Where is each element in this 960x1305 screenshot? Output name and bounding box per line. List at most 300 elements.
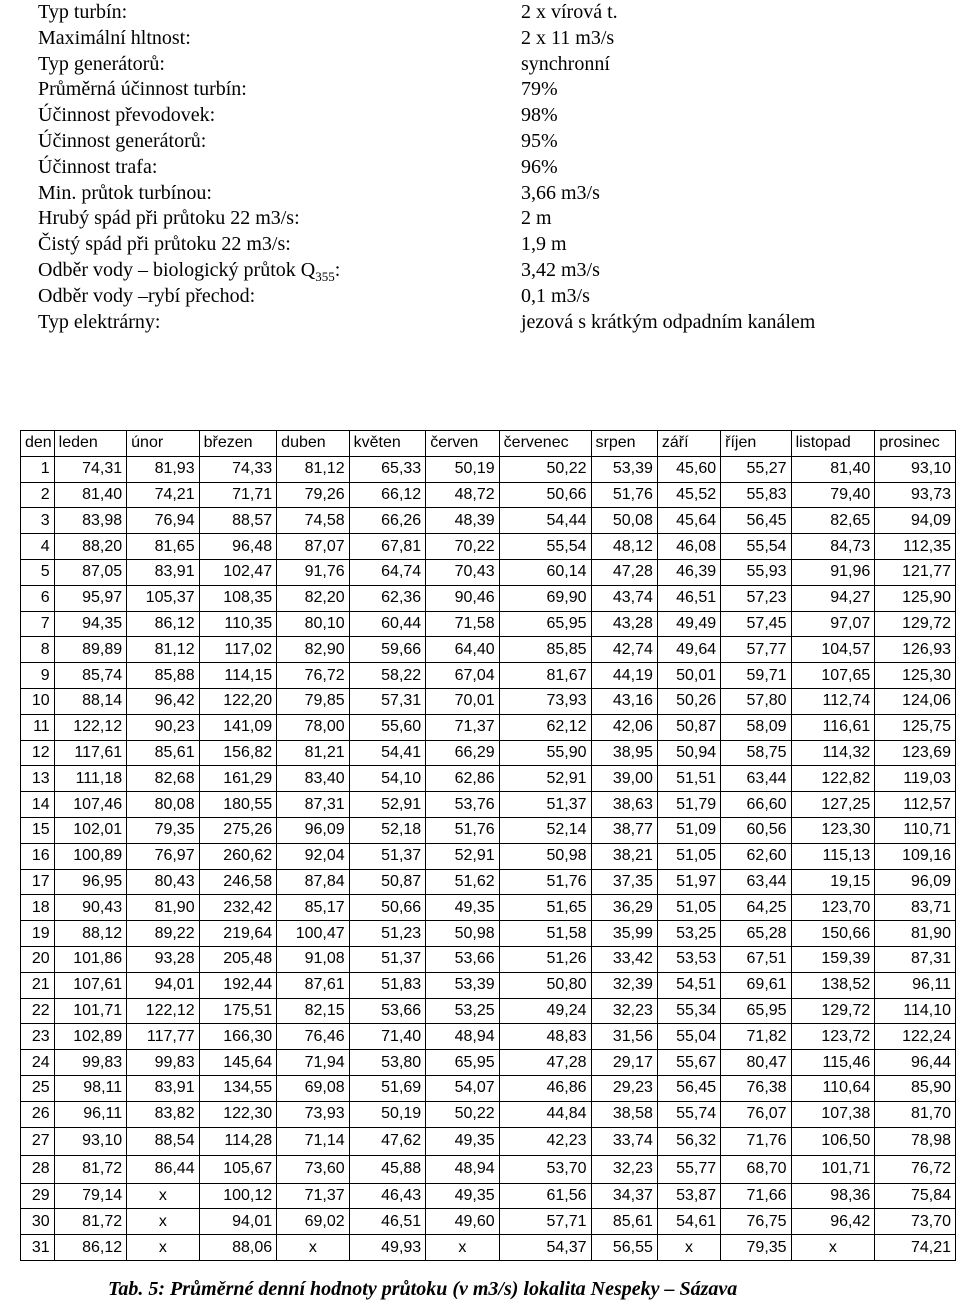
flow-cell: 87,84: [277, 869, 349, 895]
parameter-row: [38, 0, 938, 26]
column-header: prosinec: [875, 431, 956, 457]
flow-cell: 82,20: [277, 585, 349, 611]
parameter-value: 3,42 m3/s: [521, 258, 600, 281]
day-cell: 15: [21, 817, 55, 843]
flow-cell: 39,00: [591, 766, 657, 792]
day-cell: 20: [21, 946, 55, 972]
flow-cell: 86,12: [127, 611, 199, 637]
flow-cell: 59,66: [349, 637, 426, 663]
flow-cell: 79,40: [791, 482, 875, 508]
flow-cell: 86,44: [127, 1155, 199, 1183]
flow-cell: x: [426, 1235, 499, 1261]
flow-cell: 53,66: [426, 946, 499, 972]
table-row: [21, 508, 956, 534]
flow-cell: 76,46: [277, 1024, 349, 1050]
flow-cell: 81,70: [875, 1101, 956, 1127]
flow-cell: 93,10: [875, 456, 956, 482]
column-header: leden: [54, 431, 126, 457]
flow-cell: 99,83: [54, 1050, 126, 1076]
flow-cell: 62,60: [721, 843, 791, 869]
flow-cell: 56,55: [591, 1235, 657, 1261]
flow-cell: 49,35: [426, 895, 499, 921]
flow-cell: 94,09: [875, 508, 956, 534]
flow-cell: 104,57: [791, 637, 875, 663]
flow-cell: 122,82: [791, 766, 875, 792]
flow-cell: 51,26: [499, 946, 591, 972]
table-row: [21, 817, 956, 843]
flow-cell: x: [277, 1235, 349, 1261]
flow-cell: 75,84: [875, 1183, 956, 1209]
flow-cell: 51,69: [349, 1075, 426, 1101]
flow-cell: 83,98: [54, 508, 126, 534]
flow-cell: 90,46: [426, 585, 499, 611]
flow-cell: 65,33: [349, 456, 426, 482]
flow-cell: 57,71: [499, 1209, 591, 1235]
flow-cell: 123,30: [791, 817, 875, 843]
flow-cell: 117,02: [199, 637, 277, 663]
flow-cell: 88,12: [54, 921, 126, 947]
flow-cell: 73,70: [875, 1209, 956, 1235]
flow-cell: 51,37: [349, 946, 426, 972]
flow-cell: 55,67: [657, 1050, 720, 1076]
day-cell: 7: [21, 611, 55, 637]
flow-cell: 29,23: [591, 1075, 657, 1101]
flow-cell: 87,31: [277, 792, 349, 818]
table-row: [21, 482, 956, 508]
column-header: srpen: [591, 431, 657, 457]
flow-cell: 101,71: [54, 998, 126, 1024]
flow-cell: 82,65: [791, 508, 875, 534]
flow-cell: 80,47: [721, 1050, 791, 1076]
flow-cell: 52,18: [349, 817, 426, 843]
flow-cell: 125,90: [875, 585, 956, 611]
flow-cell: 55,93: [721, 559, 791, 585]
flow-cell: 88,20: [54, 534, 126, 560]
flow-cell: 56,45: [721, 508, 791, 534]
flow-cell: 107,61: [54, 972, 126, 998]
flow-cell: 108,35: [199, 585, 277, 611]
day-cell: 2: [21, 482, 55, 508]
flow-cell: x: [127, 1183, 199, 1209]
flow-cell: 81,12: [127, 637, 199, 663]
day-cell: 13: [21, 766, 55, 792]
flow-cell: 36,29: [591, 895, 657, 921]
day-cell: 12: [21, 740, 55, 766]
flow-cell: 96,09: [277, 817, 349, 843]
flow-cell: 51,51: [657, 766, 720, 792]
flow-cell: 246,58: [199, 869, 277, 895]
flow-cell: 116,61: [791, 714, 875, 740]
flow-cell: 101,71: [791, 1155, 875, 1183]
flow-cell: 50,22: [499, 456, 591, 482]
table-row: [21, 534, 956, 560]
flow-cell: 50,01: [657, 663, 720, 689]
flow-cell: 106,50: [791, 1127, 875, 1155]
flow-cell: 78,00: [277, 714, 349, 740]
flow-cell: 60,14: [499, 559, 591, 585]
flow-cell: 48,94: [426, 1155, 499, 1183]
flow-cell: 50,19: [426, 456, 499, 482]
flow-cell: 192,44: [199, 972, 277, 998]
day-cell: 22: [21, 998, 55, 1024]
flow-cell: 46,08: [657, 534, 720, 560]
parameter-row: [38, 129, 938, 155]
flow-cell: 69,61: [721, 972, 791, 998]
flow-cell: 46,51: [657, 585, 720, 611]
flow-cell: 58,22: [349, 663, 426, 689]
flow-cell: 69,90: [499, 585, 591, 611]
flow-cell: 54,10: [349, 766, 426, 792]
flow-cell: 37,35: [591, 869, 657, 895]
flow-cell: 83,91: [127, 559, 199, 585]
flow-cell: 71,40: [349, 1024, 426, 1050]
day-cell: 23: [21, 1024, 55, 1050]
flow-cell: 66,26: [349, 508, 426, 534]
parameter-row: [38, 310, 938, 336]
parameter-label: Typ turbín:: [38, 1, 128, 23]
flow-cell: 32,39: [591, 972, 657, 998]
flow-cell: 70,22: [426, 534, 499, 560]
flow-cell: 125,30: [875, 663, 956, 689]
column-header: září: [657, 431, 720, 457]
flow-cell: 67,04: [426, 663, 499, 689]
flow-cell: 96,11: [875, 972, 956, 998]
flow-cell: 38,95: [591, 740, 657, 766]
flow-cell: 49,35: [426, 1127, 499, 1155]
flow-cell: 74,31: [54, 456, 126, 482]
flow-cell: 85,17: [277, 895, 349, 921]
flow-cell: 38,77: [591, 817, 657, 843]
table-row: [21, 998, 956, 1024]
flow-cell: 68,70: [721, 1155, 791, 1183]
flow-cell: 129,72: [875, 611, 956, 637]
flow-cell: 53,25: [426, 998, 499, 1024]
flow-cell: 88,06: [199, 1235, 277, 1261]
flow-cell: 49,49: [657, 611, 720, 637]
flow-cell: 125,75: [875, 714, 956, 740]
column-header: červenec: [499, 431, 591, 457]
flow-cell: 54,44: [499, 508, 591, 534]
flow-cell: 114,15: [199, 663, 277, 689]
flow-cell: 91,96: [791, 559, 875, 585]
flow-cell: 79,85: [277, 688, 349, 714]
column-header: květen: [349, 431, 426, 457]
flow-cell: 47,62: [349, 1127, 426, 1155]
flow-cell: 49,93: [349, 1235, 426, 1261]
flow-cell: 42,06: [591, 714, 657, 740]
flow-cell: 53,70: [499, 1155, 591, 1183]
flow-cell: 81,90: [127, 895, 199, 921]
flow-cell: 107,65: [791, 663, 875, 689]
flow-cell: 45,88: [349, 1155, 426, 1183]
flow-cell: 150,66: [791, 921, 875, 947]
table-row: [21, 585, 956, 611]
flow-cell: 65,95: [426, 1050, 499, 1076]
parameter-row: [38, 181, 938, 207]
flow-cell: 134,55: [199, 1075, 277, 1101]
flow-cell: 74,33: [199, 456, 277, 482]
flow-cell: 83,40: [277, 766, 349, 792]
flow-cell: 38,58: [591, 1101, 657, 1127]
table-row: [21, 792, 956, 818]
flow-cell: 55,54: [721, 534, 791, 560]
flow-cell: 57,77: [721, 637, 791, 663]
table-body: [21, 456, 956, 1260]
table-row: [21, 1183, 956, 1209]
flow-cell: 38,63: [591, 792, 657, 818]
flow-cell: 81,67: [499, 663, 591, 689]
flow-cell: 119,03: [875, 766, 956, 792]
flow-cell: 32,23: [591, 1155, 657, 1183]
flow-cell: 55,83: [721, 482, 791, 508]
flow-cell: 90,23: [127, 714, 199, 740]
flow-cell: 63,44: [721, 869, 791, 895]
table-row: [21, 1235, 956, 1261]
flow-cell: 43,28: [591, 611, 657, 637]
flow-cell: 82,90: [277, 637, 349, 663]
flow-cell: 94,35: [54, 611, 126, 637]
flow-cell: 79,26: [277, 482, 349, 508]
flow-cell: 115,46: [791, 1050, 875, 1076]
flow-cell: 102,01: [54, 817, 126, 843]
day-cell: 29: [21, 1183, 55, 1209]
flow-cell: 91,76: [277, 559, 349, 585]
flow-cell: 110,71: [875, 817, 956, 843]
parameters-list: [38, 0, 938, 335]
parameter-label: Maximální hltnost:: [38, 26, 191, 49]
flow-cell: 76,75: [721, 1209, 791, 1235]
flow-cell: 54,41: [349, 740, 426, 766]
flow-cell: 88,14: [54, 688, 126, 714]
table-row: [21, 895, 956, 921]
flow-cell: 81,72: [54, 1209, 126, 1235]
column-header: den: [21, 431, 55, 457]
flow-cell: 51,09: [657, 817, 720, 843]
parameter-row: [38, 26, 938, 52]
flow-cell: 50,98: [426, 921, 499, 947]
flow-cell: 112,74: [791, 688, 875, 714]
parameter-value: 96%: [521, 155, 558, 178]
day-cell: 18: [21, 895, 55, 921]
flow-cell: 52,91: [499, 766, 591, 792]
column-header: říjen: [721, 431, 791, 457]
flow-cell: 96,11: [54, 1101, 126, 1127]
parameter-label: Účinnost trafa:: [38, 155, 158, 178]
flow-cell: 66,60: [721, 792, 791, 818]
flow-cell: 61,56: [499, 1183, 591, 1209]
flow-cell: 48,12: [591, 534, 657, 560]
flow-cell: 47,28: [591, 559, 657, 585]
flow-cell: 70,01: [426, 688, 499, 714]
flow-cell: 67,81: [349, 534, 426, 560]
flow-cell: 52,91: [349, 792, 426, 818]
parameter-label: Hrubý spád při průtoku 22 m3/s:: [38, 207, 300, 230]
flow-cell: 87,07: [277, 534, 349, 560]
flow-cell: 76,38: [721, 1075, 791, 1101]
flow-cell: 52,91: [426, 843, 499, 869]
flow-cell: 51,23: [349, 921, 426, 947]
flow-cell: 51,37: [349, 843, 426, 869]
flow-cell: 58,75: [721, 740, 791, 766]
flow-cell: 76,07: [721, 1101, 791, 1127]
flow-cell: 50,22: [426, 1101, 499, 1127]
flow-cell: 109,16: [875, 843, 956, 869]
flow-cell: 76,97: [127, 843, 199, 869]
flow-cell: 59,71: [721, 663, 791, 689]
day-cell: 28: [21, 1155, 55, 1183]
flow-cell: 46,51: [349, 1209, 426, 1235]
flow-cell: 81,40: [791, 456, 875, 482]
flow-cell: 33,42: [591, 946, 657, 972]
flow-cell: 159,39: [791, 946, 875, 972]
table-row: [21, 766, 956, 792]
flow-cell: 71,37: [426, 714, 499, 740]
parameter-value: 2 m: [521, 207, 552, 230]
parameter-label: Odběr vody – biologický průtok $Q_{355}$:: [38, 258, 341, 284]
flow-cell: 69,02: [277, 1209, 349, 1235]
flow-cell: 48,83: [499, 1024, 591, 1050]
flow-cell: 205,48: [199, 946, 277, 972]
parameter-value: 1,9 m: [521, 233, 567, 256]
flow-cell: 64,74: [349, 559, 426, 585]
flow-cell: 166,30: [199, 1024, 277, 1050]
flow-cell: 50,80: [499, 972, 591, 998]
flow-cell: 79,35: [127, 817, 199, 843]
flow-cell: 55,34: [657, 998, 720, 1024]
flow-cell: 50,26: [657, 688, 720, 714]
table-row: [21, 869, 956, 895]
table-row: [21, 637, 956, 663]
flow-cell: 43,74: [591, 585, 657, 611]
flow-cell: 96,42: [791, 1209, 875, 1235]
flow-cell: 49,35: [426, 1183, 499, 1209]
parameter-row: [38, 258, 938, 284]
flow-cell: 89,89: [54, 637, 126, 663]
parameter-row: [38, 103, 938, 129]
table-row: [21, 740, 956, 766]
flow-cell: 76,72: [277, 663, 349, 689]
flow-cell: 123,72: [791, 1024, 875, 1050]
flow-cell: 73,60: [277, 1155, 349, 1183]
flow-cell: 65,95: [499, 611, 591, 637]
flow-cell: 43,16: [591, 688, 657, 714]
flow-cell: 156,82: [199, 740, 277, 766]
parameter-value: synchronní: [521, 52, 610, 75]
flow-cell: 112,35: [875, 534, 956, 560]
flow-cell: 48,39: [426, 508, 499, 534]
flow-cell: 117,77: [127, 1024, 199, 1050]
table-row: [21, 611, 956, 637]
table-row: [21, 1127, 956, 1155]
flow-cell: 38,21: [591, 843, 657, 869]
flow-cell: 58,09: [721, 714, 791, 740]
flow-cell: 260,62: [199, 843, 277, 869]
flow-cell: 100,89: [54, 843, 126, 869]
flow-cell: 110,35: [199, 611, 277, 637]
flow-cell: 96,95: [54, 869, 126, 895]
table-row: [21, 1075, 956, 1101]
parameter-row: [38, 284, 938, 310]
parameter-label: Typ generátorů:: [38, 52, 165, 75]
day-cell: 1: [21, 456, 55, 482]
flow-cell: 89,22: [127, 921, 199, 947]
flow-cell: 50,87: [657, 714, 720, 740]
flow-cell: 54,37: [499, 1235, 591, 1261]
flow-cell: 91,08: [277, 946, 349, 972]
table-row: [21, 1050, 956, 1076]
flow-cell: 62,12: [499, 714, 591, 740]
flow-cell: 45,60: [657, 456, 720, 482]
flow-cell: 57,31: [349, 688, 426, 714]
parameter-value: 98%: [521, 104, 558, 127]
flow-cell: 71,76: [721, 1127, 791, 1155]
flow-cell: 85,88: [127, 663, 199, 689]
flow-cell: 42,74: [591, 637, 657, 663]
day-cell: 21: [21, 972, 55, 998]
parameter-label: Min. průtok turbínou:: [38, 181, 212, 204]
flow-cell: 88,57: [199, 508, 277, 534]
flow-cell: 50,98: [499, 843, 591, 869]
flow-cell: 96,09: [875, 869, 956, 895]
flow-cell: 50,94: [657, 740, 720, 766]
flow-cell: 54,51: [657, 972, 720, 998]
flow-cell: 73,93: [277, 1101, 349, 1127]
flow-cell: 53,53: [657, 946, 720, 972]
flow-cell: 107,46: [54, 792, 126, 818]
flow-cell: 51,83: [349, 972, 426, 998]
flow-cell: 53,66: [349, 998, 426, 1024]
flow-cell: 93,10: [54, 1127, 126, 1155]
flow-cell: 122,24: [875, 1024, 956, 1050]
flow-cell: x: [127, 1209, 199, 1235]
table-row: [21, 972, 956, 998]
flow-cell: 67,51: [721, 946, 791, 972]
flow-cell: 126,93: [875, 637, 956, 663]
flow-cell: 85,61: [591, 1209, 657, 1235]
table-row: [21, 1155, 956, 1183]
flow-cell: 19,15: [791, 869, 875, 895]
flow-cell: 100,12: [199, 1183, 277, 1209]
flow-cell: 71,58: [426, 611, 499, 637]
flow-cell: 50,66: [349, 895, 426, 921]
flow-cell: 76,72: [875, 1155, 956, 1183]
flow-cell: 51,62: [426, 869, 499, 895]
flow-cell: 80,10: [277, 611, 349, 637]
flow-cell: 114,32: [791, 740, 875, 766]
day-cell: 3: [21, 508, 55, 534]
flow-cell: 79,35: [721, 1235, 791, 1261]
flow-cell: 102,47: [199, 559, 277, 585]
flow-cell: 55,54: [499, 534, 591, 560]
day-cell: 27: [21, 1127, 55, 1155]
day-cell: 5: [21, 559, 55, 585]
flow-cell: 82,15: [277, 998, 349, 1024]
flow-cell: 87,05: [54, 559, 126, 585]
flow-cell: 73,93: [499, 688, 591, 714]
flow-cell: 90,43: [54, 895, 126, 921]
parameter-value: 2 x 11 m3/s: [521, 26, 615, 49]
flow-cell: 71,82: [721, 1024, 791, 1050]
flow-cell: 48,94: [426, 1024, 499, 1050]
parameter-value: 79%: [521, 78, 558, 101]
flow-cell: 122,12: [54, 714, 126, 740]
flow-cell: 99,83: [127, 1050, 199, 1076]
table-caption: Tab. 5: Průměrné denní hodnoty průtoku (v m3/s) lokalita Nespeky – Sázava: [108, 1278, 738, 1300]
flow-cell: 81,93: [127, 456, 199, 482]
flow-cell: 94,01: [127, 972, 199, 998]
column-header: červen: [426, 431, 499, 457]
flow-cell: 46,39: [657, 559, 720, 585]
